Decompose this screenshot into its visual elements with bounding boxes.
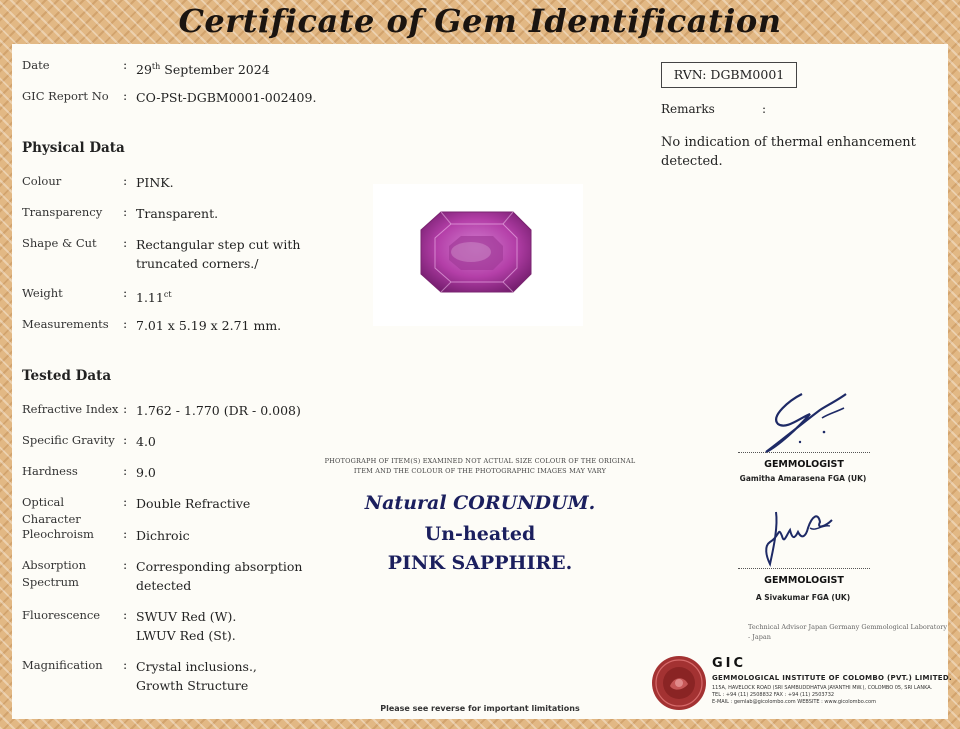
weight-number: 1.11 bbox=[136, 290, 164, 306]
gemmologist-name-1: Gamitha Amarasena FGA (UK) bbox=[739, 474, 867, 483]
transparency-label: Transparency bbox=[22, 205, 103, 219]
fluor-value bbox=[136, 607, 316, 645]
result-treatment: Un-heated bbox=[424, 523, 536, 545]
ri-value: 1.762 - 1.770 (DR - 0.008) bbox=[136, 403, 301, 418]
photo-disclaimer: PHOTOGRAPH OF ITEM(S) EXAMINED NOT ACTUAL SIZE COLOUR OF THE ORIGINAL ITEM AND THE COLOUR OF THE PHOTOGRAPHIC IMAGES MAY VARY bbox=[324, 457, 636, 475]
hardness-value: 9.0 bbox=[136, 465, 156, 480]
result-variety: PINK SAPPHIRE. bbox=[387, 552, 573, 574]
colon: : bbox=[123, 235, 128, 250]
report-label: GIC Report No bbox=[22, 89, 109, 103]
colon: : bbox=[123, 526, 128, 541]
gic-address: 115A, HAVELOCK ROAD (SRI SAMBUDDHATVA JAYANTHI MW.), COLOMBO 05, SRI LANKA. bbox=[712, 685, 933, 691]
gic-phone: TEL : +94 (11) 2508832 FAX : +94 (11) 2503732 bbox=[712, 692, 835, 698]
certificate-title: Certificate of Gem Identification bbox=[178, 2, 782, 40]
physical-heading: Physical Data bbox=[22, 140, 125, 156]
gic-seal-icon bbox=[650, 654, 708, 712]
gic-full-name: GEMMOLOGICAL INSTITUTE OF COLOMBO (PVT.) LIMITED. bbox=[712, 674, 952, 682]
colon: : bbox=[123, 316, 128, 331]
gem-photo bbox=[373, 184, 583, 326]
colon: : bbox=[123, 88, 128, 103]
fluor-lw: LWUV Red (St). bbox=[136, 628, 236, 643]
colon: : bbox=[123, 607, 128, 622]
gemmologist-title-2: GEMMOLOGIST bbox=[764, 575, 844, 586]
absorption-value: Corresponding absorption detected bbox=[136, 559, 303, 593]
remarks-label: Remarks bbox=[661, 102, 715, 116]
colon: : bbox=[123, 204, 128, 219]
remarks-text: No indication of thermal enhancement detected. bbox=[661, 135, 916, 169]
colon: : bbox=[123, 463, 128, 478]
measure-label: Measurements bbox=[22, 317, 109, 331]
date-rest: September 2024 bbox=[164, 62, 270, 78]
transparency-value: Transparent. bbox=[136, 206, 219, 221]
absorption-label: Absorption Spectrum bbox=[22, 558, 86, 589]
pleo-label: Pleochroism bbox=[22, 527, 94, 541]
report-value: CO-PSt-DGBM0001-002409. bbox=[136, 90, 317, 105]
gemmologist-title-1: GEMMOLOGIST bbox=[764, 459, 844, 470]
rvn-box: RVN: DGBM0001 bbox=[661, 62, 797, 88]
colour-label: Colour bbox=[22, 174, 62, 188]
mag-label: Magnification bbox=[22, 658, 103, 672]
fluor-sw: SWUV Red (W). bbox=[136, 609, 237, 624]
gic-web: E-MAIL : gemlab@gicolombo.com WEBSITE : www.gicolombo.com bbox=[712, 699, 876, 705]
signature-line-2 bbox=[738, 568, 870, 569]
pleo-value: Dichroic bbox=[136, 528, 190, 543]
result-species: Natural CORUNDUM. bbox=[364, 492, 596, 514]
hardness-label: Hardness bbox=[22, 464, 78, 478]
fluor-label: Fluorescence bbox=[22, 608, 101, 622]
sg-value: 4.0 bbox=[136, 434, 156, 449]
signature-2 bbox=[760, 506, 850, 570]
limitations-note: Please see reverse for important limitations bbox=[380, 704, 580, 713]
date-value bbox=[136, 57, 316, 79]
sg-label: Specific Gravity bbox=[22, 433, 115, 447]
date-suffix: th bbox=[151, 62, 161, 71]
gemmologist-name-2: A Sivakumar FGA (UK) bbox=[755, 593, 851, 602]
colour-value: PINK. bbox=[136, 175, 174, 190]
mag-line1: Crystal inclusions., bbox=[136, 659, 257, 674]
signature-1 bbox=[760, 388, 860, 456]
date-label: Date bbox=[22, 58, 50, 72]
date-day: 29 bbox=[136, 62, 152, 78]
colon: : bbox=[123, 57, 128, 72]
colon: : bbox=[123, 657, 128, 672]
mag-value bbox=[136, 657, 316, 695]
colon: : bbox=[123, 285, 128, 300]
pink-sapphire-image bbox=[373, 184, 583, 326]
weight-value bbox=[136, 285, 316, 307]
measure-value: 7.01 x 5.19 x 2.71 mm. bbox=[136, 318, 282, 333]
colon: : bbox=[123, 401, 128, 416]
colon: : bbox=[762, 102, 767, 116]
colon: : bbox=[123, 557, 128, 572]
mag-line2: Growth Structure bbox=[136, 678, 249, 693]
colon: : bbox=[123, 173, 128, 188]
colon: : bbox=[123, 494, 128, 509]
shape-value: Rectangular step cut with truncated corners./ bbox=[136, 237, 301, 271]
colon: : bbox=[123, 432, 128, 447]
ri-label: Refractive Index bbox=[22, 402, 119, 416]
shape-label: Shape & Cut bbox=[22, 236, 97, 250]
weight-label: Weight bbox=[22, 286, 63, 300]
tested-heading: Tested Data bbox=[22, 368, 112, 384]
signature-line-1 bbox=[738, 452, 870, 453]
technical-advisor-note: Technical Advisor Japan Germany Gemmological Laboratory - Japan bbox=[748, 623, 948, 641]
optical-label: Optical Character bbox=[22, 495, 81, 526]
gic-short-name: GIC bbox=[712, 656, 747, 671]
weight-unit: ct bbox=[163, 290, 172, 299]
optical-value: Double Refractive bbox=[136, 496, 251, 511]
